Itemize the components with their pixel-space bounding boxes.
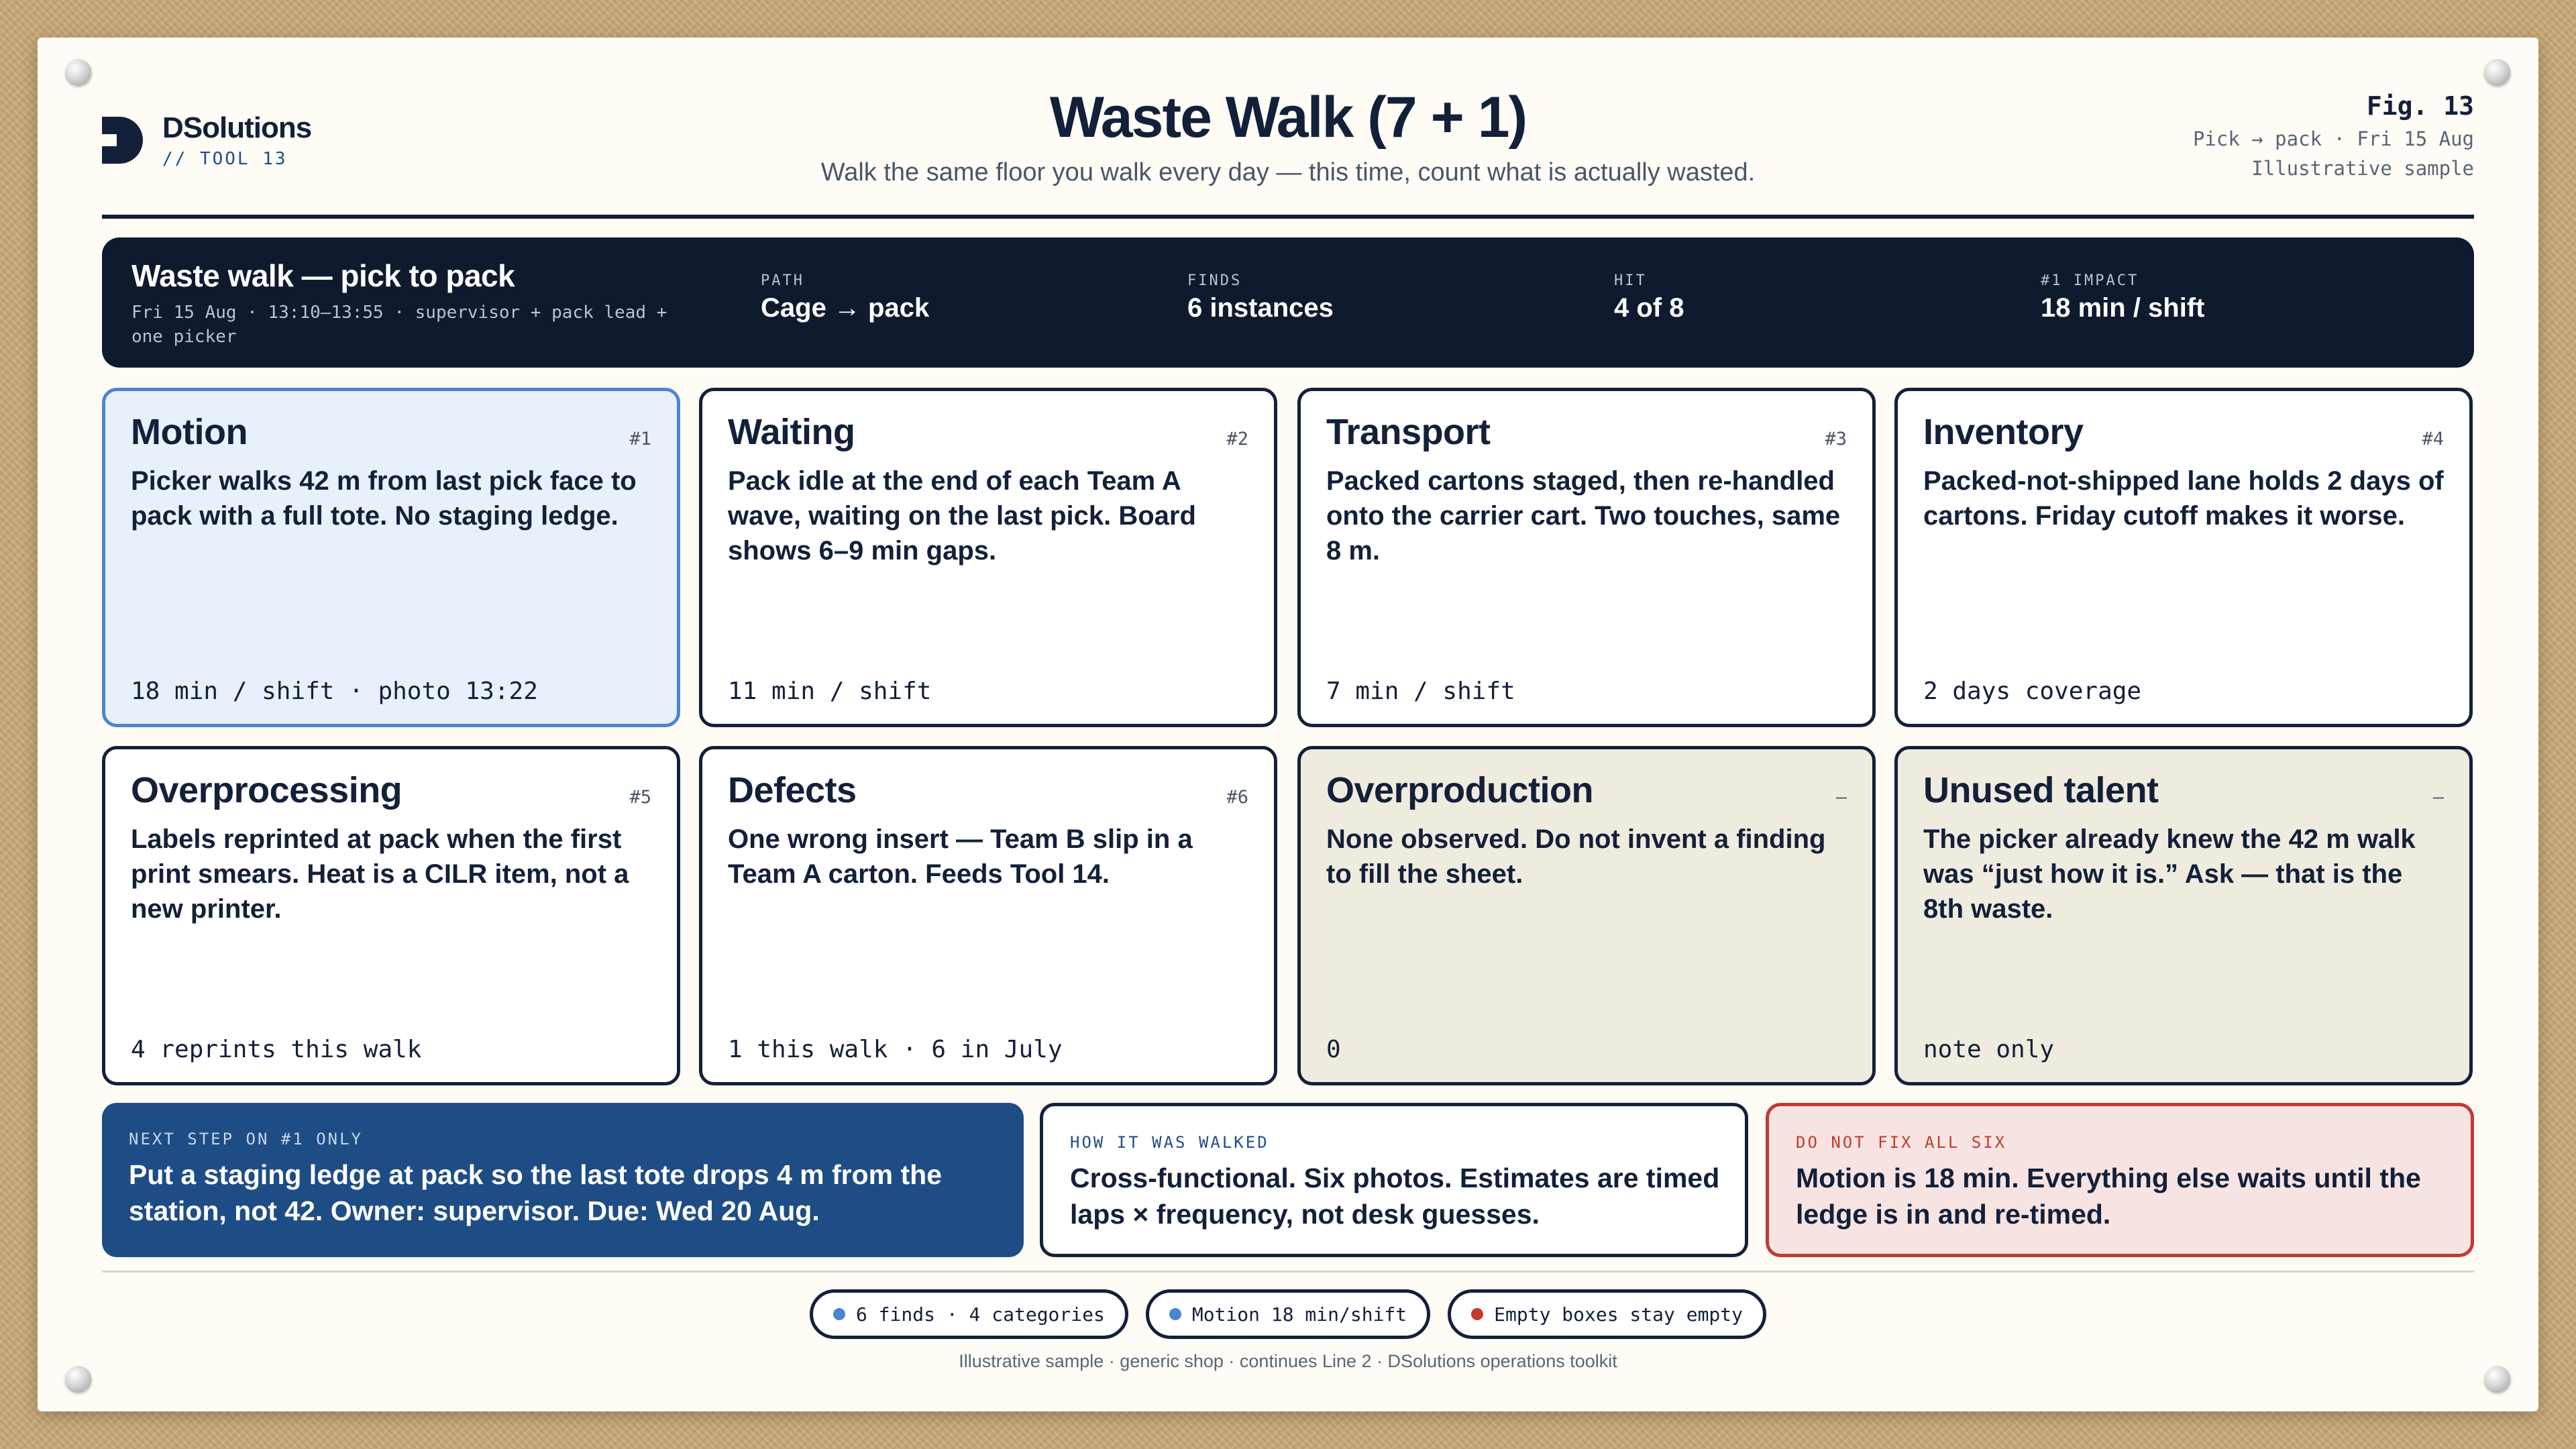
waste-card-waiting xyxy=(699,388,1277,727)
figure-note: Illustrative sample xyxy=(2251,157,2474,180)
divider xyxy=(102,1271,2474,1273)
summary-main xyxy=(131,258,708,349)
footer-credit: Illustrative sample · generic shop · continues Line 2 · DSolutions operations toolkit xyxy=(959,1351,1617,1371)
warning-panel xyxy=(1766,1103,2474,1257)
card-description: Picker walks 42 m from last pick face to pack with a full tote. No staging ledge. xyxy=(131,466,637,531)
how-walked-panel xyxy=(1040,1103,1748,1257)
card-rank: #3 xyxy=(1825,429,1847,449)
waste-card-unused-talent xyxy=(1894,746,2473,1085)
chip-label: 6 finds · 4 categories xyxy=(855,1303,1105,1326)
waste-card-overproduction xyxy=(1297,746,1876,1085)
panel-text: Cross-functional. Six photos. Estimates are timed laps × frequency, not desk guesses. xyxy=(1070,1163,1720,1230)
waste-card-inventory xyxy=(1894,388,2473,727)
card-rank: #5 xyxy=(629,787,651,808)
page-subtitle: Walk the same floor you walk every day — this time, count what is actually wasted. xyxy=(820,158,1756,186)
chip-motion xyxy=(1146,1289,1430,1339)
next-step-panel xyxy=(102,1103,1024,1257)
card-description: The picker already knew the 42 m walk was “just how it is.” Ask — that is the 8th waste. xyxy=(1923,824,2416,924)
stat-label: #1 IMPACT xyxy=(2041,272,2139,289)
chip-finds xyxy=(810,1289,1128,1339)
stat-impact xyxy=(2041,272,2205,323)
stat-hit xyxy=(1614,272,1684,323)
card-metric: 2 days coverage xyxy=(1923,678,2142,705)
card-rank: #6 xyxy=(1226,787,1248,808)
page-title: Waste Walk (7 + 1) xyxy=(1049,85,1527,150)
card-rank: #1 xyxy=(629,429,651,449)
summary-detail: Fri 15 Aug · 13:10–13:55 · supervisor + pack lead + one picker xyxy=(131,303,667,347)
card-description: None observed. Do not invent a finding to fill the sheet. xyxy=(1326,824,1826,889)
card-rank: – xyxy=(1835,787,1847,808)
card-metric: note only xyxy=(1923,1036,2055,1063)
chip-empty-boxes xyxy=(1448,1289,1766,1339)
chip-label: Empty boxes stay empty xyxy=(1494,1303,1743,1326)
header xyxy=(102,64,2474,219)
stat-label: FINDS xyxy=(1187,272,1242,289)
panel-text: Motion is 18 min. Everything else waits until the ledge is in and re-timed. xyxy=(1796,1163,2421,1230)
pushpin-icon xyxy=(2485,59,2510,85)
stat-finds xyxy=(1187,272,1334,323)
card-title: Unused talent xyxy=(1923,770,2159,810)
card-metric: 0 xyxy=(1326,1036,1341,1063)
brand-name: DSolutions xyxy=(162,111,312,144)
card-rank: #4 xyxy=(2422,429,2444,449)
chip-label: Motion 18 min/shift xyxy=(1191,1303,1407,1326)
card-title: Waiting xyxy=(728,412,855,452)
tool-number: // TOOL 13 xyxy=(162,149,288,169)
figure-meta: Pick → pack · Fri 15 Aug xyxy=(2192,127,2474,150)
card-description: Pack idle at the end of each Team A wave, waiting on the last pick. Board shows 6–9 min gaps. xyxy=(728,466,1196,566)
card-rank: – xyxy=(2432,787,2444,808)
stat-value: 4 of 8 xyxy=(1614,293,1684,323)
card-metric: 1 this walk · 6 in July xyxy=(728,1036,1063,1063)
card-title: Overprocessing xyxy=(131,770,402,810)
dot-icon xyxy=(1471,1308,1483,1320)
card-metric: 7 min / shift xyxy=(1326,678,1515,705)
waste-card-transport xyxy=(1297,388,1876,727)
card-description: Labels reprinted at pack when the first print smears. Heat is a CILR item, not a new printer. xyxy=(131,824,629,924)
stat-label: HIT xyxy=(1614,272,1647,289)
card-title: Inventory xyxy=(1923,412,2084,452)
stat-value: 18 min / shift xyxy=(2041,293,2205,323)
card-title: Defects xyxy=(728,770,857,810)
stat-value: Cage → pack xyxy=(761,293,930,323)
dot-icon xyxy=(833,1308,845,1320)
stat-label: PATH xyxy=(761,272,804,289)
card-title: Motion xyxy=(131,412,248,452)
panel-label: NEXT STEP ON #1 ONLY xyxy=(129,1130,363,1148)
card-description: Packed cartons staged, then re-handled onto the carrier cart. Two touches, same 8 m. xyxy=(1326,466,1841,566)
panel-label: HOW IT WAS WALKED xyxy=(1070,1133,1269,1152)
waste-card-defects xyxy=(699,746,1277,1085)
card-description: One wrong insert — Team B slip in a Team A carton. Feeds Tool 14. xyxy=(728,824,1193,889)
stat-value: 6 instances xyxy=(1187,293,1334,323)
legend-chips xyxy=(0,1289,2576,1339)
panel-text: Put a staging ledge at pack so the last tote drops 4 m from the station, not 42. Owner: supervisor. Due: Wed 20 Aug. xyxy=(129,1159,943,1226)
panel-label: DO NOT FIX ALL SIX xyxy=(1796,1133,2007,1152)
card-metric: 4 reprints this walk xyxy=(131,1036,422,1063)
card-title: Overproduction xyxy=(1326,770,1594,810)
card-metric: 11 min / shift xyxy=(728,678,932,705)
dot-icon xyxy=(1169,1308,1181,1320)
waste-card-overprocessing xyxy=(102,746,680,1085)
pushpin-icon xyxy=(66,59,91,85)
figure-number: Fig. 13 xyxy=(2366,91,2474,121)
waste-card-motion xyxy=(102,388,680,727)
stat-path xyxy=(761,272,929,323)
card-description: Packed-not-shipped lane holds 2 days of cartons. Friday cutoff makes it worse. xyxy=(1923,466,2444,531)
summary-bar xyxy=(102,237,2474,368)
card-metric: 18 min / shift · photo 13:22 xyxy=(131,678,538,705)
figure-block xyxy=(2193,91,2474,180)
card-rank: #2 xyxy=(1226,429,1248,449)
summary-title: Waste walk — pick to pack xyxy=(131,258,515,293)
card-title: Transport xyxy=(1326,412,1491,452)
